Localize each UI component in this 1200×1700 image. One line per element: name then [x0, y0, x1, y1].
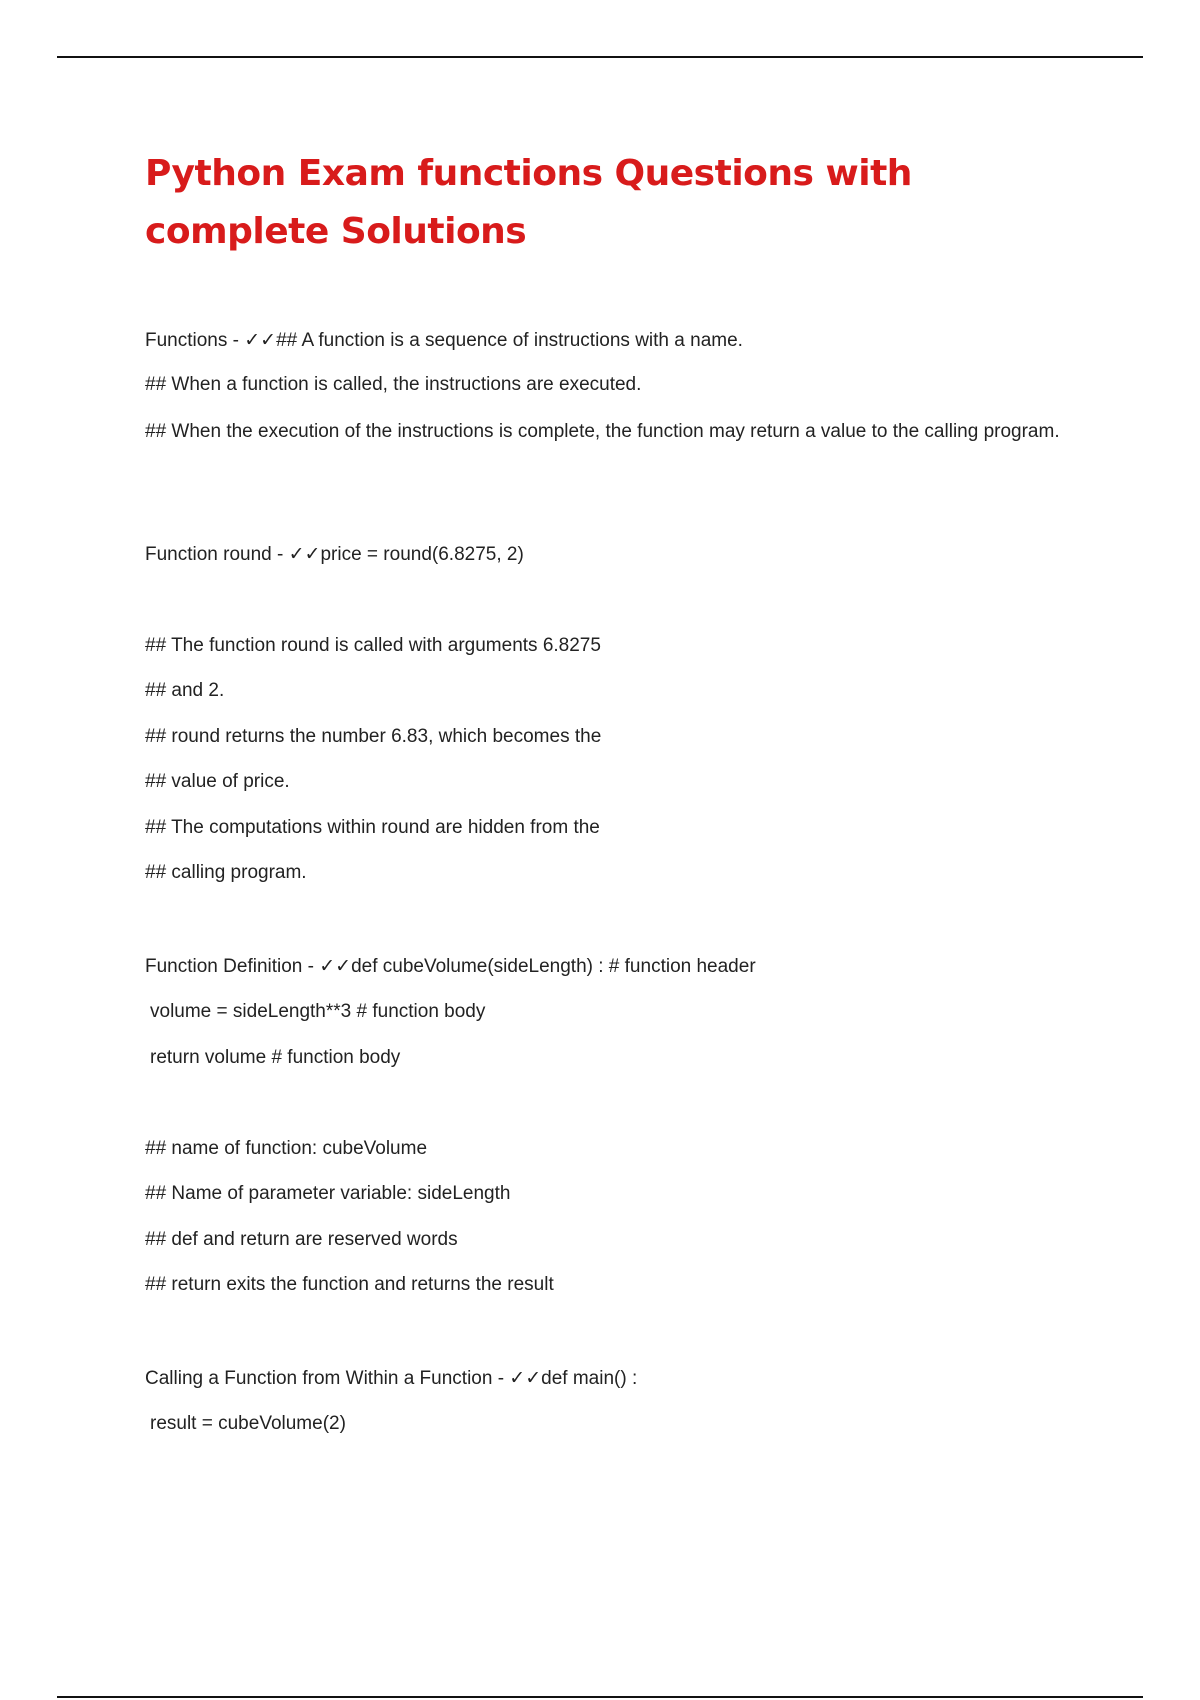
text-line: ## The function round is called with arguments 6.8275 [145, 635, 601, 656]
text-line: volume = sideLength**3 # function body [150, 1001, 486, 1022]
text-line: result = cubeVolume(2) [150, 1413, 346, 1434]
top-rule [57, 56, 1143, 58]
text-line: ## return exits the function and returns the result [145, 1274, 554, 1295]
bottom-rule [57, 1696, 1143, 1698]
text-line: ## calling program. [145, 862, 307, 883]
text-line: ## value of price. [145, 771, 290, 792]
text-line: ## and 2. [145, 680, 225, 701]
text-line: ## round returns the number 6.83, which becomes the [145, 726, 602, 747]
text-line: Function Definition - ✓✓def cubeVolume(sideLength) : # function header [145, 956, 756, 977]
text-line: Functions - ✓✓## A function is a sequence of instructions with a name. [145, 330, 743, 351]
text-line: ## name of function: cubeVolume [145, 1138, 428, 1159]
text-line: ## When a function is called, the instructions are executed. [145, 374, 642, 395]
text-line: ## Name of parameter variable: sideLength [145, 1183, 511, 1204]
text-line: Calling a Function from Within a Function - ✓✓def main() : [145, 1368, 638, 1389]
text-line: ## The computations within round are hidden from the [145, 817, 600, 838]
text-line: return volume # function body [150, 1047, 401, 1068]
document-title: Python Exam functions Questions with complete Solutions [145, 153, 912, 252]
text-line: ## When the execution of the instructions is complete, the function may return a value to the calling program. [145, 421, 1060, 442]
text-line: Function round - ✓✓price = round(6.8275, 2) [145, 544, 524, 565]
text-line: ## def and return are reserved words [145, 1229, 458, 1250]
